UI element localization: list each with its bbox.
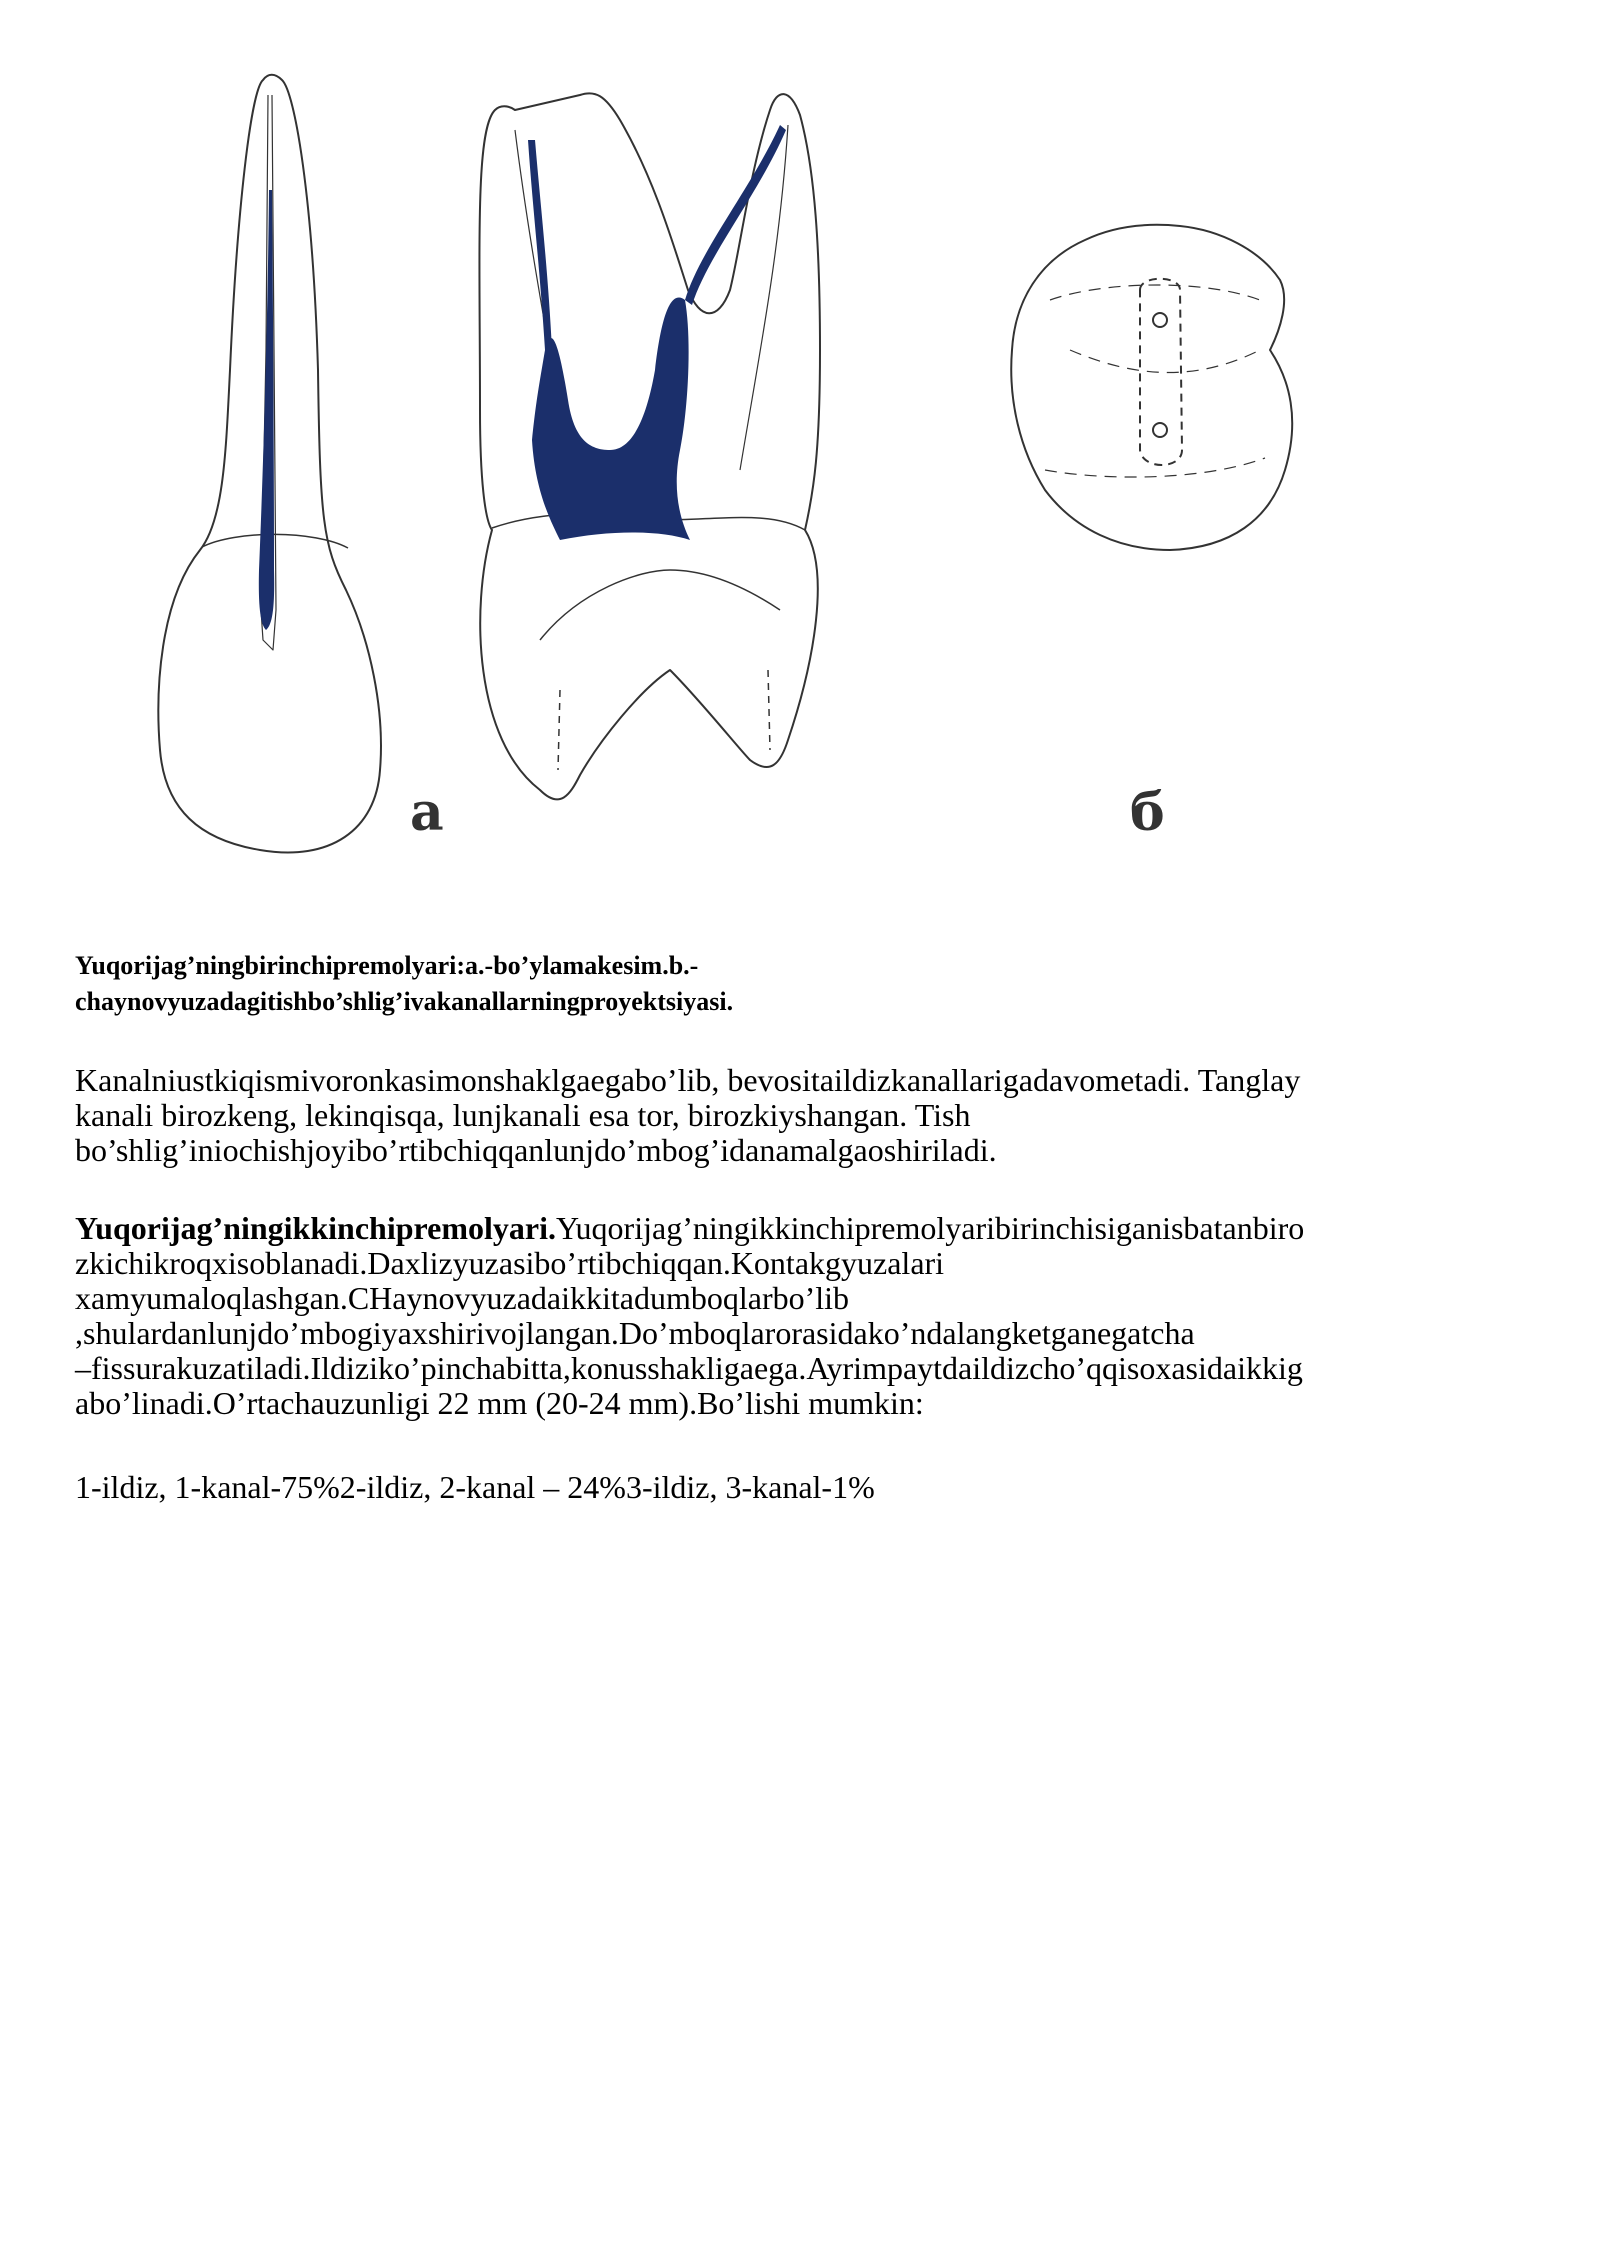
section-heading: Yuqorijag’ningikkinchipremolyari. <box>75 1210 556 1246</box>
premolar-figure <box>140 50 1390 880</box>
premolar-illustration <box>140 50 1390 880</box>
tooth-b-canal-orifice-buccal <box>1153 313 1167 327</box>
figure-caption <box>75 948 1535 1020</box>
caption-line: chaynovyuzadagitishbo’shlig’ivakanallarningproyektsiyasi. <box>75 987 734 1016</box>
paragraph-text: Yuqorijag’ningikkinchipremolyaribirinchisiganisbatanbiro <box>555 1210 1305 1246</box>
figure-label-a: а <box>410 782 444 843</box>
tooth-a2-pulp-chamber <box>532 298 690 540</box>
tooth-a2-canal-edge-right <box>740 125 788 470</box>
caption-line: Yuqorijag’ningbirinchipremolyari:a.-bo’ylamakesim.b.- <box>75 951 699 980</box>
paragraph-line <box>75 1211 1535 1246</box>
paragraph-line: abo’linadi.O’rtachauzunligi 22 mm (20-24 mm).Bo’lishi mumkin: <box>75 1385 924 1421</box>
paragraph-second-premolar <box>75 1211 1535 1421</box>
tooth-a2-pulp-floor <box>540 570 780 640</box>
paragraph-line: xamyumaloqlashgan.CHaynovyuzadaikkitadumboqlarbo’lib <box>75 1280 850 1316</box>
paragraph-line: zkichikroqxisoblanadi.Daxlizyuzasibo’rtibchiqqan.Kontakgyuzalari <box>75 1245 945 1281</box>
figure-label-b: б <box>1130 782 1165 843</box>
paragraph-line: –fissurakuzatiladi.Ildiziko’pinchabitta,konusshakligaega.Ayrimpaytdaildizcho’qqisoxasidaikkig <box>75 1350 1303 1386</box>
paragraph-canal-description <box>75 1063 1535 1168</box>
tooth-a2-canal-right <box>685 125 786 305</box>
paragraph-root-statistics <box>75 1470 1535 1505</box>
paragraph-line: Kanalniustkiqismivoronkasimonshaklgaegabo’lib, bevositaildizkanallarigadavometadi. Tanglay <box>75 1062 1301 1098</box>
tooth-b-canal-orifice-palatal <box>1153 423 1167 437</box>
paragraph-line: bo’shlig’iniochishjoyibo’rtibchiqqanlunjdo’mbog’idanamalgaoshiriladi. <box>75 1132 997 1168</box>
paragraph-line: kanali birozkeng, lekinqisqa, lunjkanali esa tor, birozkiyshangan. Tish <box>75 1097 971 1133</box>
tooth-a2-root-dash-left <box>558 690 560 770</box>
paragraph-line: 1-ildiz, 1-kanal-75%2-ildiz, 2-kanal – 24%3-ildiz, 3-kanal-1% <box>75 1469 875 1505</box>
paragraph-line: ,shulardanlunjdo’mbogiyaxshirivojlangan.Do’mboqlarorasidako’ndalangketganegatcha <box>75 1315 1195 1351</box>
tooth-b-outline <box>1011 225 1292 550</box>
tooth-a2-root-dash-right <box>768 670 770 750</box>
